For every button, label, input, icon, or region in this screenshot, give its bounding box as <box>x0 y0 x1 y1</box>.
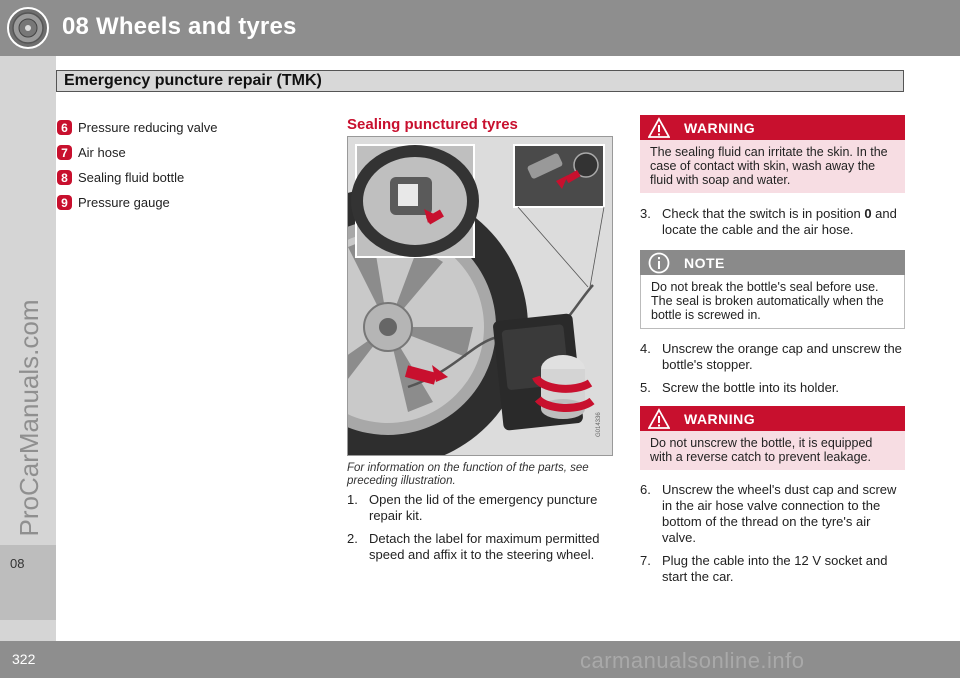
steps-right-a <box>640 341 905 403</box>
section-title: Emergency puncture repair (TMK) <box>64 72 322 89</box>
list-item <box>57 115 317 140</box>
step-text: Detach the label for maximum permitted speed and affix it to the steering wheel. <box>369 531 600 562</box>
step-number: 3. <box>640 206 651 221</box>
section-subheading: Sealing punctured tyres <box>347 116 518 133</box>
steps-right <box>640 206 905 245</box>
steps-right-b <box>640 482 905 592</box>
volvo-logo-icon <box>6 6 50 50</box>
step-text: Unscrew the orange cap and unscrew the bottle's stopper. <box>662 341 902 372</box>
part-number-badge: 6 <box>57 120 72 135</box>
part-number-badge: 8 <box>57 170 72 185</box>
footer-watermark: carmanualsonline.info <box>580 648 805 673</box>
part-number-badge: 7 <box>57 145 72 160</box>
step-item <box>640 482 905 546</box>
step-number: 1. <box>347 492 358 507</box>
part-label: Pressure gauge <box>78 195 170 210</box>
step-item <box>347 531 615 563</box>
step-number: 2. <box>347 531 358 546</box>
parts-list <box>57 115 317 215</box>
part-label: Pressure reducing valve <box>78 120 218 135</box>
step-item <box>347 492 615 524</box>
step-item <box>640 380 905 396</box>
list-item <box>57 165 317 190</box>
step-text: Open the lid of the emergency puncture repair kit. <box>369 492 598 523</box>
figure-caption: For information on the function of the parts, see preceding illustration. <box>347 462 589 487</box>
list-item <box>57 140 317 165</box>
page-number: 322 <box>12 651 36 667</box>
note-title: NOTE <box>684 254 725 271</box>
warning-text: The sealing fluid can irritate the skin. In the case of contact with skin, wash away the fluid with soap and water. <box>640 140 905 193</box>
note-text: Do not break the bottle's seal before use. The seal is broken automatically when the bottle is screwed in. <box>640 275 905 329</box>
step-item <box>640 553 905 585</box>
step-number: 5. <box>640 380 651 395</box>
side-watermark-text: ProCarManuals.com <box>14 299 44 537</box>
step-text: Check that the switch is in position 0 and locate the cable and the air hose. <box>662 206 897 237</box>
part-label: Air hose <box>78 145 126 160</box>
steps-left <box>347 492 615 570</box>
warning-triangle-icon <box>648 117 670 139</box>
warning-title: WARNING <box>684 119 756 136</box>
warning-title: WARNING <box>684 410 756 427</box>
note-box <box>640 250 905 329</box>
warning-box <box>640 406 905 470</box>
info-icon <box>648 252 670 274</box>
step-number: 6. <box>640 482 651 497</box>
side-watermark <box>8 208 48 628</box>
page-footer <box>0 641 960 678</box>
step-item <box>640 341 905 373</box>
warning-box <box>640 115 905 193</box>
part-number-badge: 9 <box>57 195 72 210</box>
warning-triangle-icon <box>648 408 670 430</box>
list-item <box>57 190 317 215</box>
step-text: Unscrew the wheel's dust cap and screw in the air hose valve connection to the bottom of the thread on the tyre's air valve. <box>662 482 897 545</box>
step-number: 7. <box>640 553 651 568</box>
part-label: Sealing fluid bottle <box>78 170 185 185</box>
repair-kit-illustration <box>347 136 613 456</box>
chapter-tab-number: 08 <box>10 556 25 571</box>
step-number: 4. <box>640 341 651 356</box>
chapter-title: 08 Wheels and tyres <box>62 13 297 40</box>
step-text: Plug the cable into the 12 V socket and start the car. <box>662 553 888 584</box>
figure-code: G014336 <box>596 412 602 437</box>
step-item <box>640 206 905 238</box>
step-text: Screw the bottle into its holder. <box>662 380 840 395</box>
warning-text: Do not unscrew the bottle, it is equipped with a reverse catch to prevent leakage. <box>640 431 905 470</box>
